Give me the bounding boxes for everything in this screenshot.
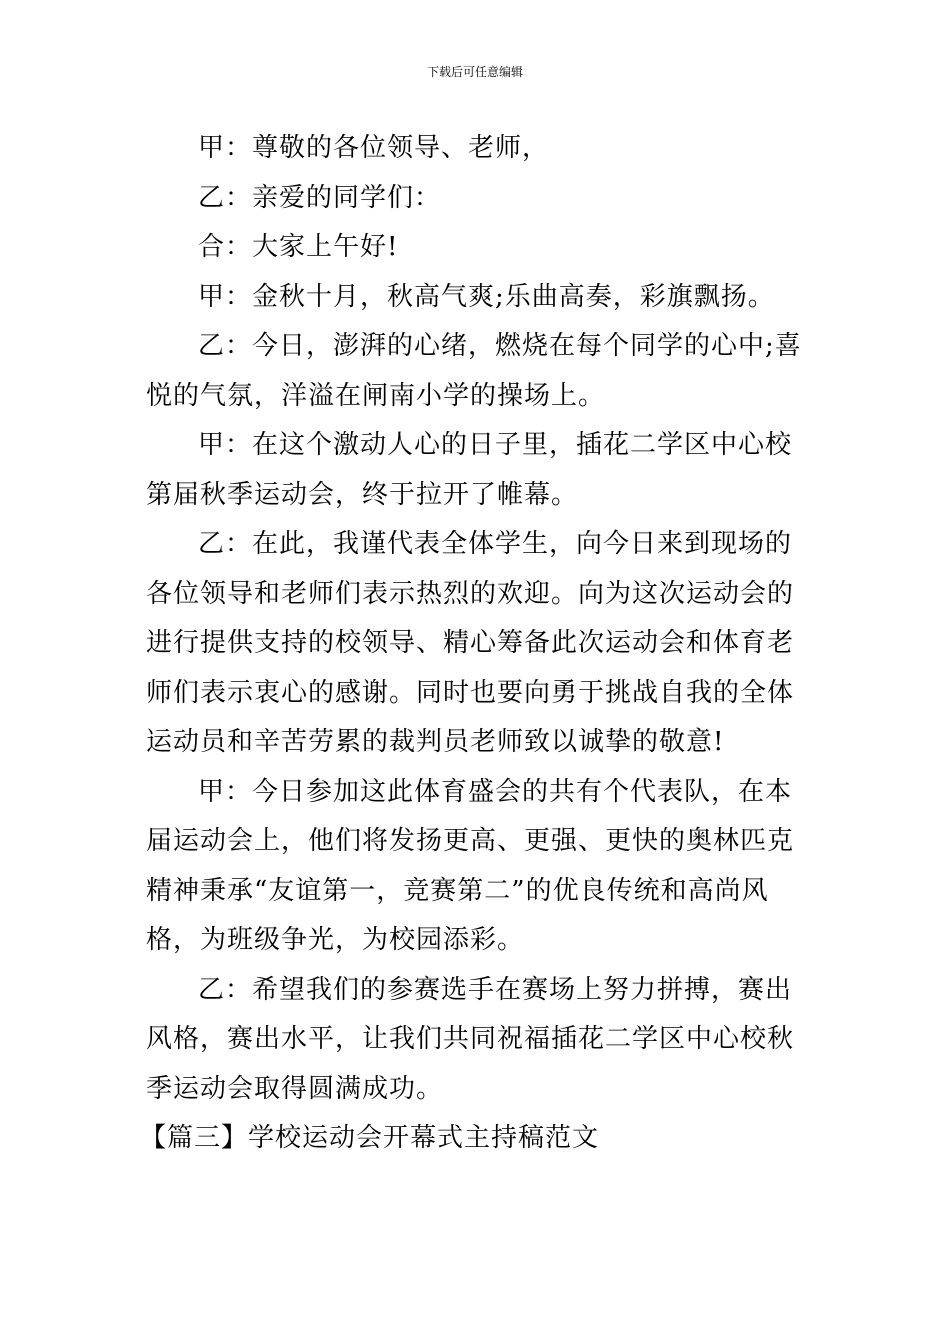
paragraph: 甲：今日参加这此体育盛会的共有个代表队，在本届运动会上，他们将发扬更高、更强、更快的奥林匹克精神秉承“友谊第一，竞赛第二”的优良传统和高尚风格，为班级争光，为校园添彩。 <box>146 776 795 955</box>
paragraph: 甲：尊敬的各位领导、老师， <box>198 133 550 163</box>
header-note: 下载后可任意编辑 <box>426 65 523 79</box>
paragraph: 合：大家上午好! <box>198 232 399 262</box>
paragraph: 乙：希望我们的参赛选手在赛场上努力拼搏，赛出风格，赛出水平，让我们共同祝福插花二学区中心校秋季运动会取得圆满成功。 <box>146 974 795 1104</box>
section-title: 【篇三】学校运动会开幕式主持稿范文 <box>140 1123 600 1153</box>
paragraph: 甲：金秋十月，秋高气爽;乐曲高奏，彩旗飘扬。 <box>198 281 775 312</box>
paragraph: 乙：亲爱的同学们： <box>198 182 442 213</box>
paragraph: 甲：在这个激动人心的日子里，插花二学区中心校第届秋季运动会，终于拉开了帷幕。 <box>146 430 793 510</box>
document-body <box>140 124 812 1164</box>
paragraph: 乙：今日，澎湃的心绪，燃烧在每个同学的心中;喜悦的气氛，洋溢在闸南小学的操场上。 <box>146 331 802 411</box>
paragraph: 乙：在此，我谨代表全体学生，向今日来到现场的各位领导和老师们表示热烈的欢迎。向为这次运动会的进行提供支持的校领导、精心筹备此次运动会和体育老师们表示衷心的感谢。同时也要向勇于挑战自我的全体运动员和辛苦劳累的裁判员老师致以诚挚的敬意! <box>146 529 795 757</box>
